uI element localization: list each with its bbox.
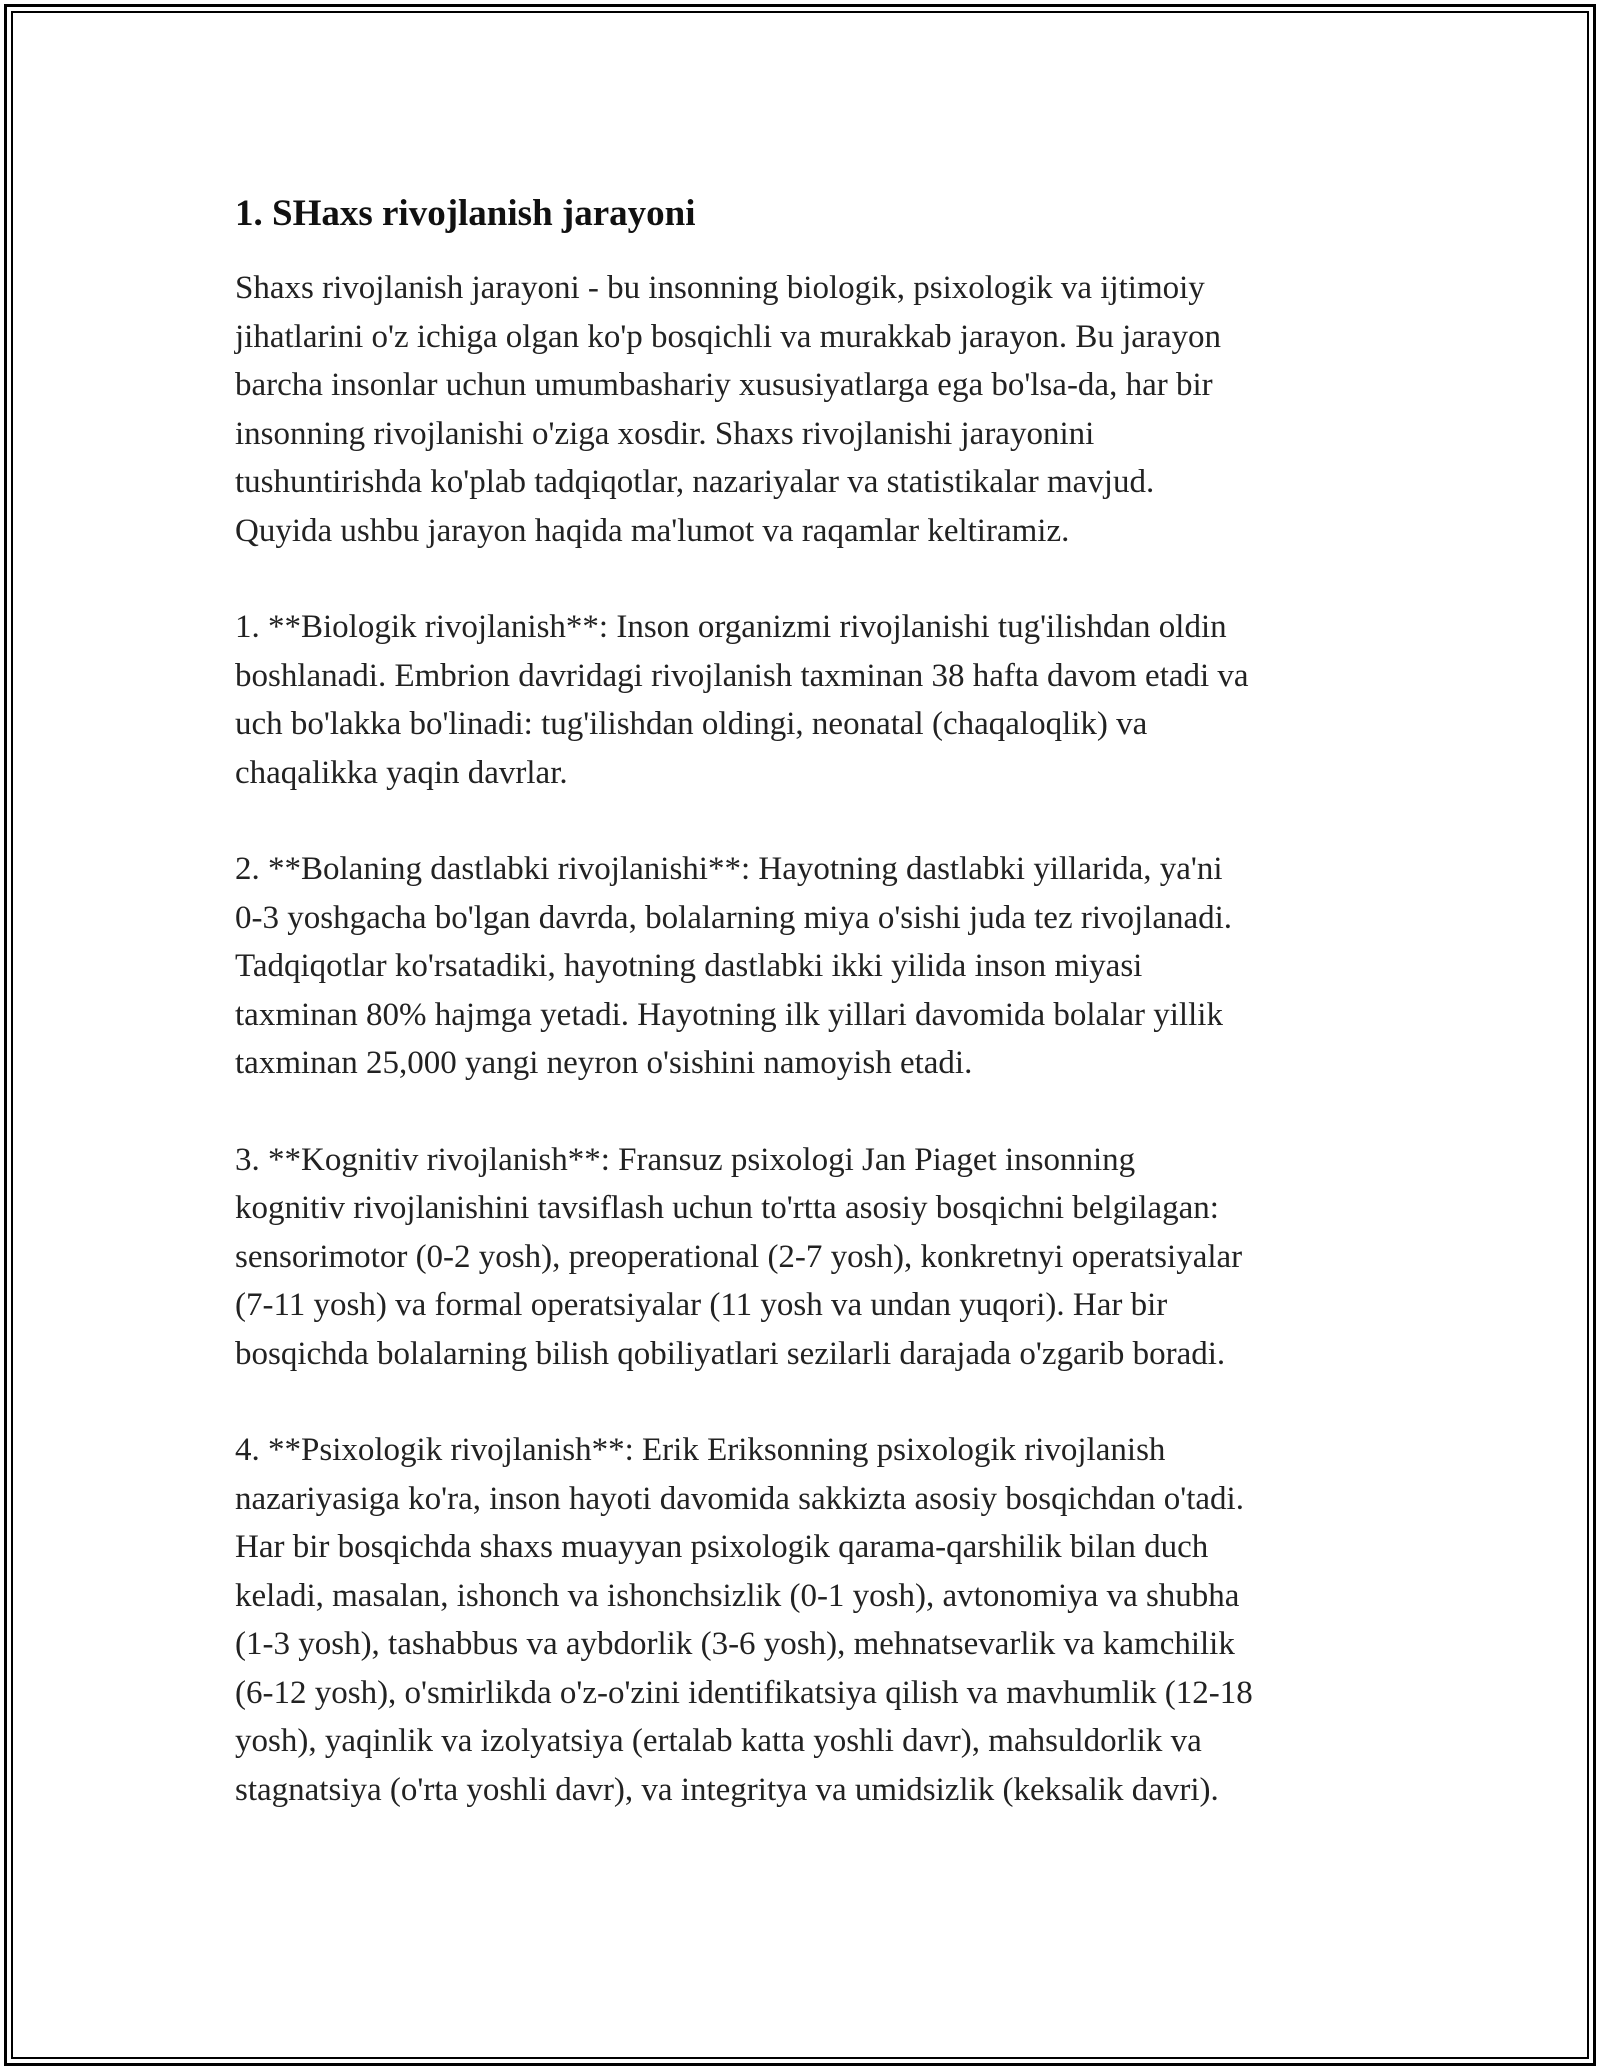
paragraph-early-childhood-development: 2. **Bolaning dastlabki rivojlanishi**: Hayotning dastlabki yillarida, ya'ni 0-3 yoshgacha bo'lgan davrda, bolalarning miya o'sishi juda tez rivojlanadi. Tadqiqotlar ko'rsatadiki, hayotning dastlabki ikki yilida inson miyasi taxminan 80% hajmga yetadi. Hayotning ilk yillari davomida bolalar yillik taxminan 25,000 yangi neyron o'sishini namoyish etadi.	[235, 851, 1233, 1081]
intro-paragraph: Shaxs rivojlanish jarayoni - bu insonning biologik, psixologik va ijtimoiy jihatlarini o'z ichiga olgan ko'p bosqichli va murakkab jarayon. Bu jarayon barcha insonlar uchun umumbashariy xususiyatlarga ega bo'lsa-da, har bir insonning rivojlanishi o'ziga xosdir. Shaxs rivojlanishi jarayonini tushuntirishda ko'plab tadqiqotlar, nazariyalar va statistikalar mavjud. Quyida ushbu jarayon haqida ma'lumot va raqamlar keltiramiz.	[235, 270, 1222, 549]
paragraph-cognitive-development: 3. **Kognitiv rivojlanish**: Fransuz psixologi Jan Piaget insonning kognitiv rivojlanishini tavsiflash uchun to'rtta asosiy bosqichni belgilagan: sensorimotor (0-2 yosh), preoperational (2-7 yosh), konkretnyi operatsiyalar (7-11 yosh) va formal operatsiyalar (11 yosh va undan yuqori). Har bir bosqichda bolalarning bilish qobiliyatlari sezilarli darajada o'zgarib boradi.	[235, 1141, 1243, 1372]
paragraph-biological-development: 1. **Biologik rivojlanish**: Inson organizmi rivojlanishi tug'ilishdan oldin boshlanadi. Embrion davridagi rivojlanish taxminan 38 hafta davom etadi va uch bo'lakka bo'linadi: tug'ilishdan oldingi, neonatal (chaqaloqlik) va chaqalikka yaqin davrlar.	[235, 609, 1249, 791]
document-body	[235, 190, 1385, 1814]
document-title: 1. SHaxs rivojlanish jarayoni	[235, 193, 696, 234]
paragraph-psychological-development: 4. **Psixologik rivojlanish**: Erik Eriksonning psixologik rivojlanish nazariyasiga ko'ra, inson hayoti davomida sakkizta asosiy bosqichdan o'tadi. Har bir bosqichda shaxs muayyan psixologik qarama-qarshilik bilan duch keladi, masalan, ishonch va ishonchsizlik (0-1 yosh), avtonomiya va shubha (1-3 yosh), tashabbus va aybdorlik (3-6 yosh), mehnatsevarlik va kamchilik (6-12 yosh), o'smirlikda o'z-o'zini identifikatsiya qilish va mavhumlik (12-18 yosh), yaqinlik va izolyatsiya (ertalab katta yoshli davr), mahsuldorlik va stagnatsiya (o'rta yoshli davr), va integritya va umidsizlik (keksalik davri).	[235, 1432, 1253, 1808]
